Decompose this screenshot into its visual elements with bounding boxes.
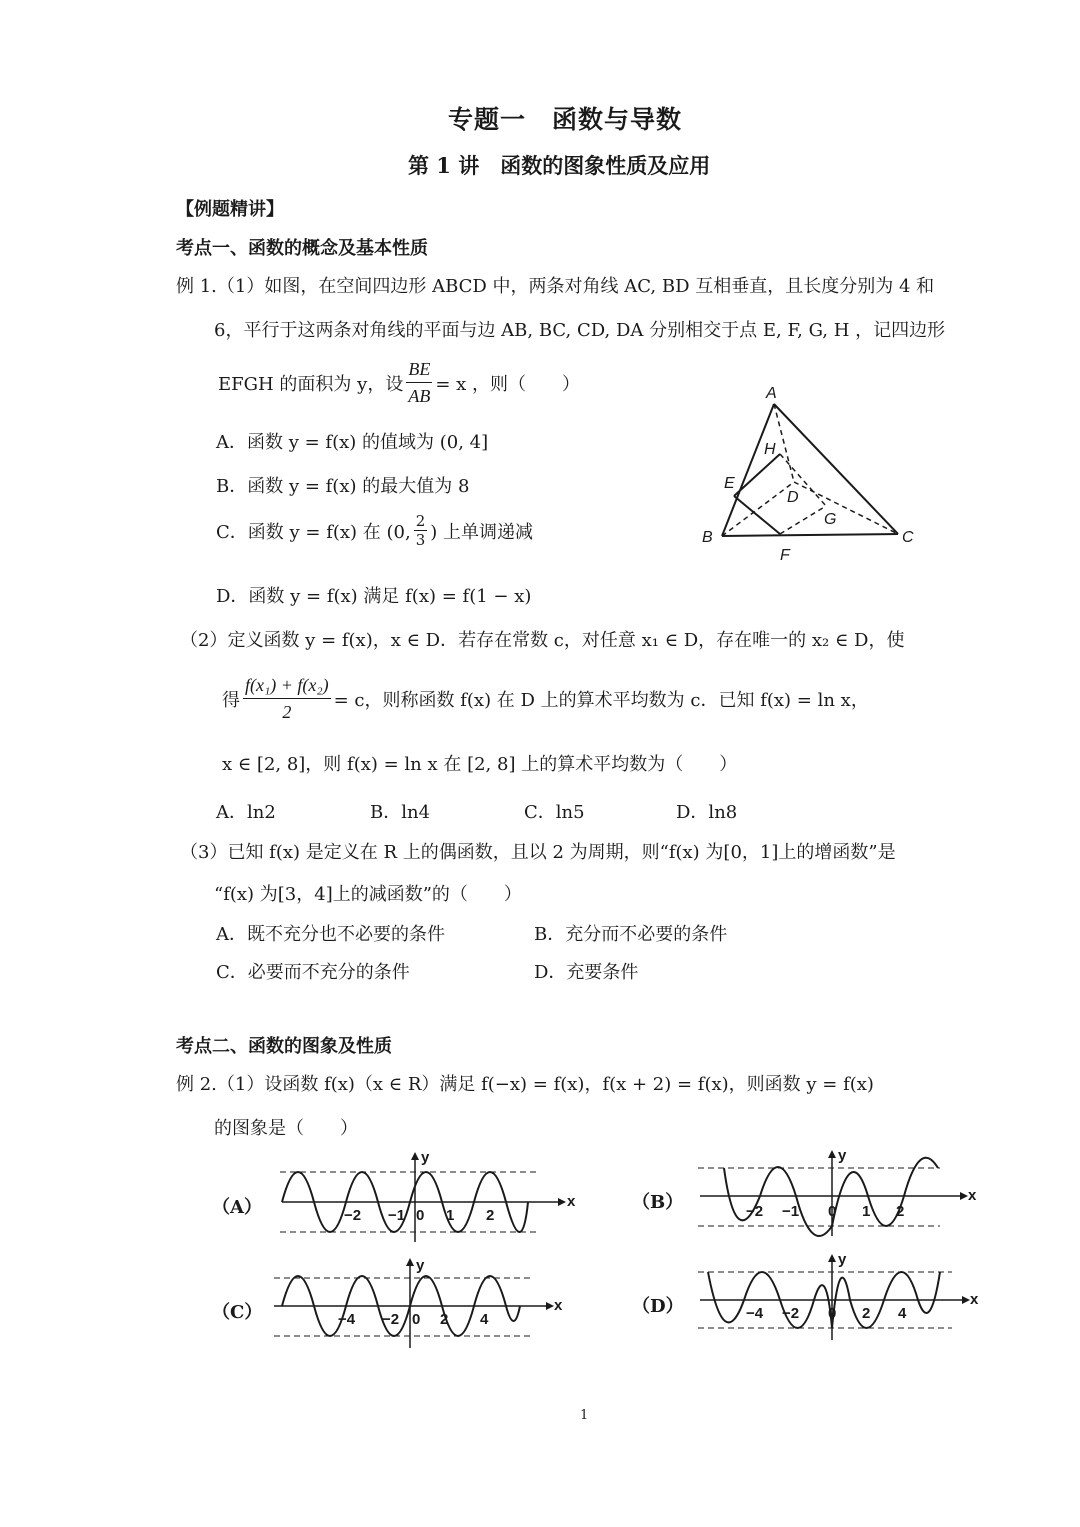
example1-q3-line1: （3）已知 f(x) 是定义在 R 上的偶函数，且以 2 为周期，则“f(x) 为[0，1]上的增函数”是 xyxy=(180,842,896,863)
label-g: G xyxy=(824,511,837,528)
example1-q2-line1: （2）定义函数 y = f(x)，x ∈ D．若存在常数 c，对任意 x₁ ∈ D，存在唯一的 x₂ ∈ D，使 xyxy=(180,630,905,651)
tick: −1 xyxy=(782,1203,800,1220)
section-label: 【例题精讲】 xyxy=(176,199,284,220)
tick: 2 xyxy=(896,1203,905,1220)
label-e: E xyxy=(724,475,735,492)
example1-q3-option-b: B．充分而不必要的条件 xyxy=(534,924,728,945)
example1-q1-option-a: A．函数 y = f(x) 的值域为 (0, 4] xyxy=(216,432,489,453)
example1-q2-line2 xyxy=(222,672,869,725)
fraction-mean xyxy=(243,672,331,725)
graph-b-label: （B） xyxy=(632,1192,684,1213)
graph-d xyxy=(690,1252,980,1344)
page-number: 1 xyxy=(580,1408,589,1423)
x-arrow xyxy=(558,1198,566,1206)
tick: −4 xyxy=(338,1311,356,1328)
example1-q2-option-b: B．ln4 xyxy=(370,802,431,823)
label-f: F xyxy=(780,547,790,564)
page-title: 专题一 函数与导数 xyxy=(448,105,683,134)
curve xyxy=(724,1158,938,1236)
tick: −2 xyxy=(746,1203,764,1220)
x-arrow xyxy=(962,1296,970,1304)
graph-d-label: （D） xyxy=(632,1296,684,1317)
example1-q2-line3: x ∈ [2, 8]，则 f(x) = ln x 在 [2, 8] 上的算术平均数为（ ） xyxy=(222,754,738,775)
example1-q1-option-b: B．函数 y = f(x) 的最大值为 8 xyxy=(216,476,470,497)
label-d: D xyxy=(787,489,799,506)
x-arrow xyxy=(546,1302,554,1310)
option-c-prefix: C．函数 y = f(x) 在 (0, xyxy=(216,521,411,543)
x-axis-label: x xyxy=(970,1291,979,1308)
tick: 1 xyxy=(446,1207,455,1224)
tick: 2 xyxy=(862,1305,871,1322)
example1-q2-option-c: C．ln5 xyxy=(524,802,585,823)
fraction-denominator: 3 xyxy=(415,531,426,549)
fraction-denominator: AB xyxy=(408,386,431,406)
edge-fg xyxy=(780,506,826,534)
example1-q3-option-a: A．既不充分也不必要的条件 xyxy=(216,924,445,945)
graph-c xyxy=(264,1256,564,1352)
y-axis-label: y xyxy=(421,1150,430,1166)
edge-eh xyxy=(734,454,780,496)
example1-q3-line2: “f(x) 为[3，4]上的减函数”的（ ） xyxy=(214,884,522,905)
fraction-numerator: f(x₁) + f(x₂) xyxy=(243,672,331,699)
option-c-suffix: ) 上单调递减 xyxy=(430,521,533,543)
example1-q1-line1: 例 1.（1）如图，在空间四边形 ABCD 中，两条对角线 AC, BD 互相垂直，且长度分别为 4 和 xyxy=(176,276,935,297)
topic2-heading: 考点二、函数的图象及性质 xyxy=(176,1036,392,1057)
fraction-numerator: 2 xyxy=(415,512,426,530)
y-arrow xyxy=(828,1254,836,1262)
y-axis-label: y xyxy=(416,1257,425,1274)
fraction-be-ab xyxy=(406,356,432,409)
fraction-numerator: BE xyxy=(406,356,432,383)
fraction-denominator: 2 xyxy=(282,702,292,722)
edge-ef xyxy=(734,496,780,534)
line3-suffix: = x ，则（ ） xyxy=(435,373,581,395)
tick: −2 xyxy=(382,1311,400,1328)
line3-prefix: EFGH 的面积为 y，设 xyxy=(218,373,404,395)
tick: 2 xyxy=(440,1311,449,1328)
line2-suffix: = c，则称函数 f(x) 在 D 上的算术平均数为 c．已知 f(x) = ln x， xyxy=(333,689,869,711)
fraction-two-thirds xyxy=(414,512,428,549)
tick: 4 xyxy=(480,1311,489,1328)
x-arrow xyxy=(960,1192,968,1200)
example1-q1-option-d: D．函数 y = f(x) 满足 f(x) = f(1 − x) xyxy=(216,586,532,607)
label-h: H xyxy=(764,441,776,458)
label-c: C xyxy=(902,529,914,546)
y-arrow xyxy=(411,1152,419,1160)
x-axis-label: x xyxy=(554,1297,563,1314)
example1-q2-option-d: D．ln8 xyxy=(676,802,738,823)
tick: 0 xyxy=(828,1305,837,1322)
example1-q3-option-d: D．充要条件 xyxy=(534,962,639,983)
tick: −4 xyxy=(746,1305,764,1322)
tick: 1 xyxy=(862,1203,871,1220)
tick: −1 xyxy=(388,1207,406,1224)
example2-q1-line1: 例 2.（1）设函数 f(x)（x ∈ R）满足 f(−x) = f(x)，f(x + 2) = f(x)，则函数 y = f(x) xyxy=(176,1074,874,1095)
example1-q2-option-a: A．ln2 xyxy=(216,802,276,823)
example1-q1-line2: 6，平行于这两条对角线的平面与边 AB, BC, CD, DA 分别相交于点 E, F, G, H ，记四边形 xyxy=(214,320,946,341)
y-axis-label: y xyxy=(838,1252,847,1268)
example2-q1-line2: 的图象是（ ） xyxy=(214,1118,358,1139)
graph-b xyxy=(690,1148,980,1240)
graph-a-label: （A） xyxy=(212,1197,262,1218)
y-arrow xyxy=(828,1150,836,1158)
x-axis-label: x xyxy=(567,1193,576,1210)
example1-q3-option-c: C．必要而不充分的条件 xyxy=(216,962,410,983)
tick: 0 xyxy=(412,1311,421,1328)
topic1-heading: 考点一、函数的概念及基本性质 xyxy=(176,238,428,259)
example1-q1-line3 xyxy=(218,356,580,409)
tick: 2 xyxy=(486,1207,495,1224)
graph-a xyxy=(270,1150,580,1246)
lecture-subtitle: 第 1 讲 函数的图象性质及应用 xyxy=(408,153,711,178)
y-axis-label: y xyxy=(838,1148,847,1164)
graph-c-label: （C） xyxy=(212,1302,263,1323)
tick: 0 xyxy=(828,1203,837,1220)
example1-q1-option-c xyxy=(216,512,533,549)
label-a: A xyxy=(766,385,777,402)
label-b: B xyxy=(702,529,713,546)
edge-bc xyxy=(722,534,898,536)
y-arrow xyxy=(406,1258,414,1266)
tick: 4 xyxy=(898,1305,907,1322)
line2-prefix: 得 xyxy=(222,689,240,711)
tick: 0 xyxy=(416,1207,425,1224)
edge-cd xyxy=(794,482,898,534)
edge-ab xyxy=(722,404,774,536)
tick: −2 xyxy=(344,1207,362,1224)
tick: −2 xyxy=(782,1305,800,1322)
x-axis-label: x xyxy=(968,1187,977,1204)
tetrahedron-figure xyxy=(690,378,930,568)
